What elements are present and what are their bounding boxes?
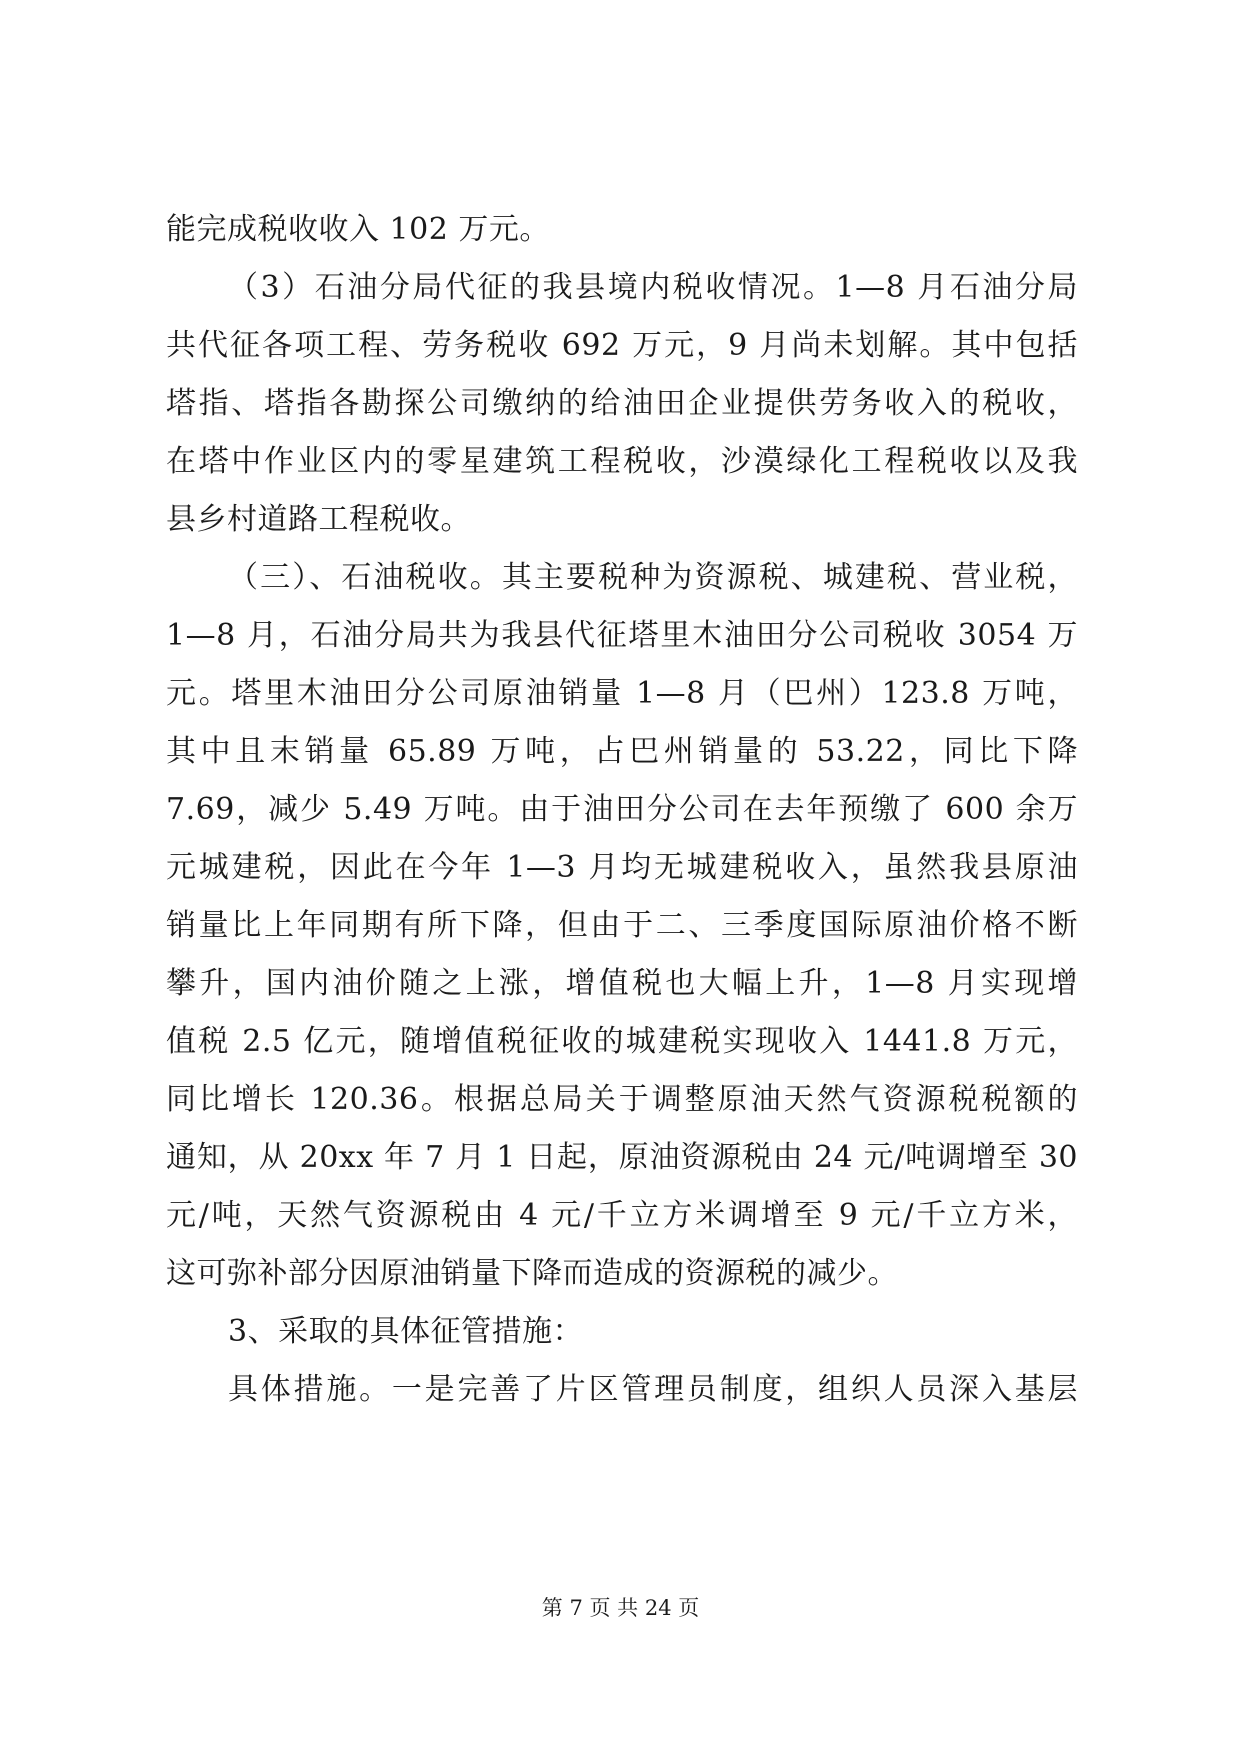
text-line: 通知，从 20xx 年 7 月 1 日起，原油资源税由 24 元/吨调增至 30: [166, 1140, 1078, 1175]
text-line: （三）、石油税收。其主要税种为资源税、城建税、营业税，: [228, 560, 1078, 595]
text-line: 元/吨，天然气资源税由 4 元/千立方米调增至 9 元/千立方米，: [166, 1198, 1078, 1233]
page-number-footer: 第 7 页 共 24 页: [541, 1596, 700, 1620]
text-line: 具体措施。一是完善了片区管理员制度，组织人员深入基层: [228, 1372, 1078, 1407]
text-line: 在塔中作业区内的零星建筑工程税收，沙漠绿化工程税收以及我: [166, 444, 1078, 479]
text-line: 其中且末销量 65.89 万吨，占巴州销量的 53.22，同比下降: [166, 734, 1078, 769]
text-line: 7.69，减少 5.49 万吨。由于油田分公司在去年预缴了 600 余万: [166, 792, 1078, 827]
text-line: 1—8 月，石油分局共为我县代征塔里木油田分公司税收 3054 万: [166, 618, 1078, 653]
text-line: 能完成税收收入 102 万元。: [166, 212, 550, 247]
text-line: 元。塔里木油田分公司原油销量 1—8 月（巴州）123.8 万吨，: [166, 676, 1078, 711]
text-line: 值税 2.5 亿元，随增值税征收的城建税实现收入 1441.8 万元，: [166, 1024, 1078, 1059]
text-line: 这可弥补部分因原油销量下降而造成的资源税的减少。: [166, 1256, 898, 1291]
text-line: 县乡村道路工程税收。: [166, 502, 471, 537]
text-line: 攀升，国内油价随之上涨，增值税也大幅上升，1—8 月实现增: [166, 966, 1078, 1001]
text-line: 塔指、塔指各勘探公司缴纳的给油田企业提供劳务收入的税收，: [166, 386, 1078, 421]
text-line: （3）石油分局代征的我县境内税收情况。1—8 月石油分局: [228, 270, 1078, 305]
text-line: 元城建税，因此在今年 1—3 月均无城建税收入，虽然我县原油: [166, 850, 1078, 885]
section-heading: 3、采取的具体征管措施：: [228, 1314, 584, 1349]
text-line: 共代征各项工程、劳务税收 692 万元，9 月尚未划解。其中包括: [166, 328, 1078, 363]
text-line: 销量比上年同期有所下降，但由于二、三季度国际原油价格不断: [166, 908, 1078, 943]
text-line: 同比增长 120.36。根据总局关于调整原油天然气资源税税额的: [166, 1082, 1078, 1117]
